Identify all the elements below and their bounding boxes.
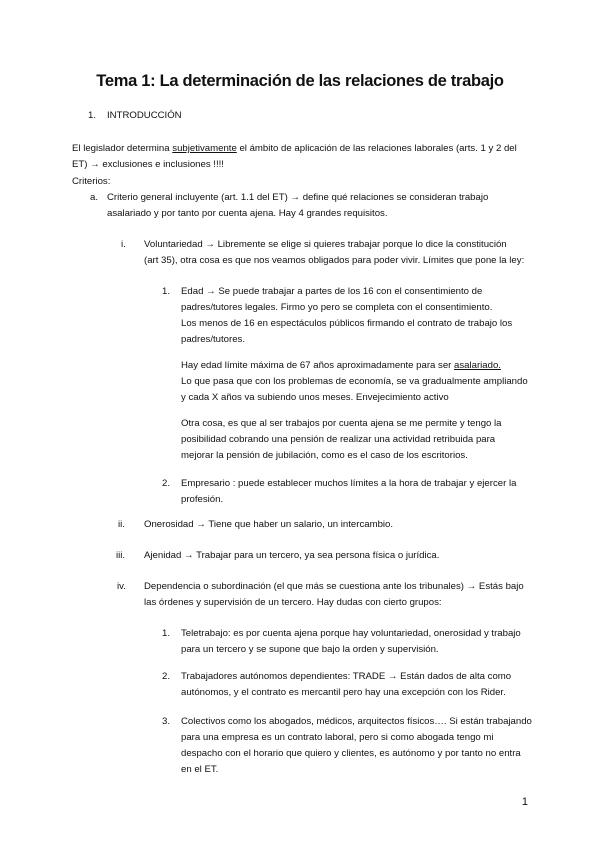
intro-line-1 xyxy=(72,141,517,157)
colectivos-line-3: despacho con el horario que quiero y clientes, es autónomo y por tanto no entra xyxy=(181,748,521,759)
list-marker-ii: ii. xyxy=(118,519,125,530)
empresario-line-2: profesión. xyxy=(181,494,224,505)
edad-p2-text: Hay edad límite máxima de 67 años aproximadamente para ser xyxy=(181,360,455,371)
edad-p3-line-1: Otra cosa, es que al ser trabajos por cuenta ajena se me permite y tengo la xyxy=(181,418,502,429)
criterion-a-line-1: Criterio general incluyente (art. 1.1 del ET) → define qué relaciones se consideran trabajo xyxy=(107,192,489,203)
trade-line-2: autónomos, y el contrato es mercantil pero hay una excepción con los Rider. xyxy=(181,687,506,698)
edad-line-2: padres/tutores legales. Firmo yo pero se completa con el consentimiento. xyxy=(181,302,493,313)
edad-p2-line-1 xyxy=(181,358,501,374)
requirement-iv-line-2: las órdenes y supervisión de un tercero. Hay dudas con cierto grupos: xyxy=(144,597,442,608)
list-marker-i: i. xyxy=(121,239,126,250)
teletrabajo-line-2: para un tercero y se supone que bajo la orden y supervisión. xyxy=(181,644,439,655)
trade-line-1: Trabajadores autónomos dependientes: TRADE → Están dados de alta como xyxy=(181,671,512,682)
edad-line-1: Edad → Se puede trabajar a partes de los 16 con el consentimiento de xyxy=(181,286,483,297)
list-marker-iv-3: 3. xyxy=(162,716,171,727)
list-marker-iii: iii. xyxy=(116,550,126,561)
empresario-line-1: Empresario : puede establecer muchos límites a la hora de trabajar y ejercer la xyxy=(181,478,517,489)
intro-line-2: ET) → exclusiones e inclusiones !!!! xyxy=(72,159,224,170)
edad-line-4: padres/tutores. xyxy=(181,334,245,345)
edad-line-3: Los menos de 16 en espectáculos públicos firmando el contrato de trabajo los xyxy=(181,318,513,329)
list-marker-a: a. xyxy=(90,192,99,203)
intro-text: El legislador determina xyxy=(72,143,173,154)
requirement-iv-line-1: Dependencia o subordinación (el que más se cuestiona ante los tribunales) → Estás bajo xyxy=(144,581,524,592)
requirement-ii: Onerosidad → Tiene que haber un salario, un intercambio. xyxy=(144,519,394,530)
colectivos-line-2: para una empresa es un contrato laboral, pero si como abogada tengo mi xyxy=(181,732,494,743)
colectivos-line-4: en el ET. xyxy=(181,764,219,775)
requirement-i-line-2: (art 35), otra cosa es que nos veamos obligados para poder vivir. Límites que pone la ley: xyxy=(144,255,525,266)
teletrabajo-line-1: Teletrabajo: es por cuenta ajena porque hay voluntariedad, onerosidad y trabajo xyxy=(181,628,521,639)
criterios-label: Criterios: xyxy=(72,176,111,187)
list-marker-i-2: 2. xyxy=(162,478,171,489)
criterion-a-line-2: asalariado y por tanto por cuenta ajena. Hay 4 grandes requisitos. xyxy=(107,208,388,219)
edad-p3-line-2: posibilidad cobrando una pensión de realizar una actividad retribuida para xyxy=(181,434,496,445)
section-number: 1. xyxy=(88,110,97,121)
list-marker-iv-2: 2. xyxy=(162,671,171,682)
list-marker-iv-1: 1. xyxy=(162,628,171,639)
page-title: Tema 1: La determinación de las relaciones de trabajo xyxy=(96,72,504,90)
requirement-iii: Ajenidad → Trabajar para un tercero, ya sea persona física o jurídica. xyxy=(144,550,440,561)
requirement-i-line-1: Voluntariedad → Libremente se elige si quieres trabajar porque lo dice la constitución xyxy=(144,239,507,250)
page-number: 1 xyxy=(521,796,528,808)
edad-p2-line-2: Lo que pasa que con los problemas de economía, se va gradualmente ampliando xyxy=(181,376,528,387)
list-marker-iv: iv. xyxy=(117,581,126,592)
list-marker-i-1: 1. xyxy=(162,286,171,297)
edad-p3-line-3: mejorar la pensión de jubilación, como es el caso de los escritorios. xyxy=(181,450,468,461)
intro-text: el ámbito de aplicación de las relaciones laborales (arts. 1 y 2 del xyxy=(236,143,517,154)
underlined-word: subjetivamente xyxy=(172,143,237,154)
colectivos-line-1: Colectivos como los abogados, médicos, arquitectos físicos…. Si están trabajando xyxy=(181,716,532,727)
underlined-word: asalariado. xyxy=(454,360,501,371)
edad-p2-line-3: y cada X años va subiendo unos meses. Envejecimiento activo xyxy=(181,392,449,403)
section-heading: INTRODUCCIÓN xyxy=(107,110,182,121)
